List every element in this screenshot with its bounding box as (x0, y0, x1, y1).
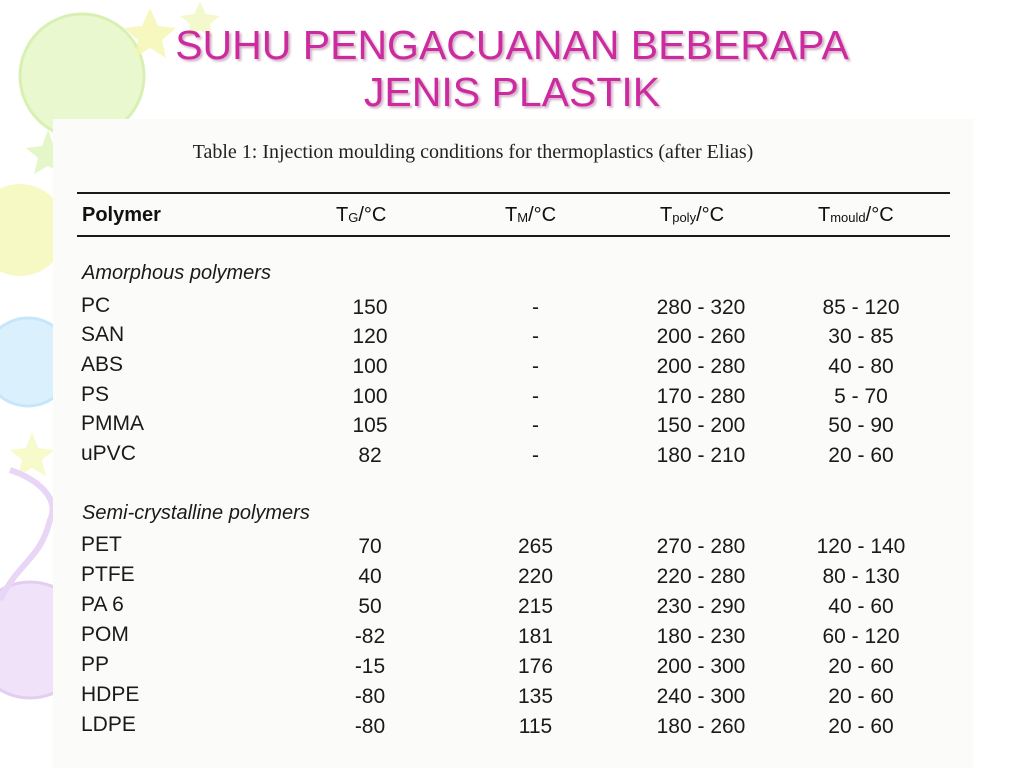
header-tpoly-unit: /°C (696, 204, 725, 226)
cell-tg: 150 (352, 296, 388, 319)
cell-tmould: 20 - 60 (828, 715, 894, 738)
cell-tpoly: 230 - 290 (656, 595, 746, 618)
cell-tpoly: 180 - 230 (656, 625, 746, 648)
cell-tm: - (532, 355, 539, 378)
cell-polymer: ABS (81, 353, 124, 376)
cell-tpoly: 180 - 210 (656, 444, 746, 467)
cell-tpoly: 200 - 260 (656, 325, 746, 348)
cell-tg: 120 (352, 325, 388, 348)
slide-title-line-2: JENIS PLASTIK (363, 69, 661, 115)
table-header-rule (77, 235, 950, 237)
header-tg-subscript: G (348, 210, 359, 225)
cell-tpoly: 280 - 320 (656, 296, 746, 319)
cell-tg: -80 (354, 685, 386, 708)
cell-tm: 220 (517, 565, 554, 588)
header-tpoly-symbol: T (660, 204, 673, 226)
cell-tmould: 60 - 120 (822, 625, 900, 648)
table-top-rule (77, 192, 950, 194)
cell-polymer: PTFE (81, 563, 135, 586)
header-tg-unit: /°C (358, 204, 387, 226)
cell-tg: 50 (358, 595, 382, 618)
table-caption: Table 1: Injection moulding conditions for thermoplastics (after Elias) (192, 141, 754, 163)
cell-polymer: SAN (81, 323, 125, 346)
cell-tm: 215 (517, 595, 554, 618)
cell-tpoly: 170 - 280 (656, 385, 746, 408)
section-title-semi-crystalline: Semi-crystalline polymers (82, 502, 310, 524)
header-tm-unit: /°C (528, 204, 557, 226)
cell-polymer: PA 6 (81, 593, 124, 616)
cell-tg: 40 (358, 565, 382, 588)
cell-tmould: 85 - 120 (822, 296, 900, 319)
cell-tm: 135 (517, 685, 554, 708)
cell-polymer: POM (81, 623, 129, 646)
cell-tmould: 5 - 70 (834, 385, 888, 408)
slide-title-line-1: SUHU PENGACUANAN BEBERAPA (175, 22, 849, 68)
header-tm-subscript: M (517, 210, 529, 225)
cell-tmould: 20 - 60 (828, 444, 894, 467)
cell-tm: - (532, 444, 539, 467)
cell-tm: - (532, 325, 539, 348)
cell-polymer: PMMA (81, 412, 144, 435)
header-tm-symbol: T (505, 204, 518, 226)
cell-tm: 115 (518, 715, 553, 738)
cell-polymer: LDPE (81, 713, 136, 736)
cell-tmould: 40 - 60 (828, 595, 894, 618)
header-tpoly (660, 204, 724, 227)
cell-tm: - (532, 296, 539, 319)
table-image-panel (53, 119, 973, 768)
header-tmould-symbol: T (818, 204, 831, 226)
cell-tmould: 120 - 140 (816, 535, 906, 558)
header-tpoly-subscript: poly (672, 210, 697, 225)
cell-tmould: 30 - 85 (828, 325, 894, 348)
cell-tpoly: 240 - 300 (656, 685, 746, 708)
section-title-amorphous: Amorphous polymers (82, 262, 271, 284)
cell-tm: 265 (517, 535, 554, 558)
cell-tg: 100 (352, 385, 388, 408)
cell-tm: - (532, 385, 539, 408)
header-polymer: Polymer (82, 204, 161, 226)
cell-tpoly: 180 - 260 (656, 715, 746, 738)
header-tm (505, 204, 556, 227)
cell-tm: 176 (517, 655, 554, 678)
cell-tmould: 40 - 80 (828, 355, 894, 378)
cell-polymer: HDPE (81, 683, 140, 706)
cell-tm: 181 (517, 625, 554, 648)
cell-tpoly: 200 - 280 (656, 355, 746, 378)
cell-tmould: 80 - 130 (822, 565, 900, 588)
cell-polymer: PS (81, 383, 110, 406)
header-tmould-subscript: mould (830, 210, 866, 225)
cell-polymer: PC (81, 294, 111, 317)
cell-tpoly: 150 - 200 (656, 414, 746, 437)
header-tmould-unit: /°C (865, 204, 894, 226)
cell-tg: 105 (352, 414, 388, 437)
header-tg (336, 204, 386, 227)
cell-tpoly: 270 - 280 (656, 535, 746, 558)
cell-tmould: 50 - 90 (828, 414, 894, 437)
cell-tpoly: 220 - 280 (656, 565, 746, 588)
cell-polymer: PP (81, 653, 110, 676)
cell-tmould: 20 - 60 (828, 685, 894, 708)
cell-tg: -82 (354, 625, 386, 648)
cell-tm: - (532, 414, 539, 437)
cell-tmould: 20 - 60 (828, 655, 894, 678)
header-tmould (818, 204, 894, 227)
cell-polymer: PET (81, 533, 122, 556)
header-tg-symbol: T (336, 204, 349, 226)
slide-title (0, 22, 1024, 116)
cell-tg: 82 (358, 444, 382, 467)
cell-tg: -15 (354, 655, 386, 678)
cell-tg: 70 (358, 535, 382, 558)
cell-polymer: uPVC (81, 442, 136, 465)
cell-tg: -80 (354, 715, 386, 738)
cell-tg: 100 (352, 355, 388, 378)
cell-tpoly: 200 - 300 (656, 655, 746, 678)
